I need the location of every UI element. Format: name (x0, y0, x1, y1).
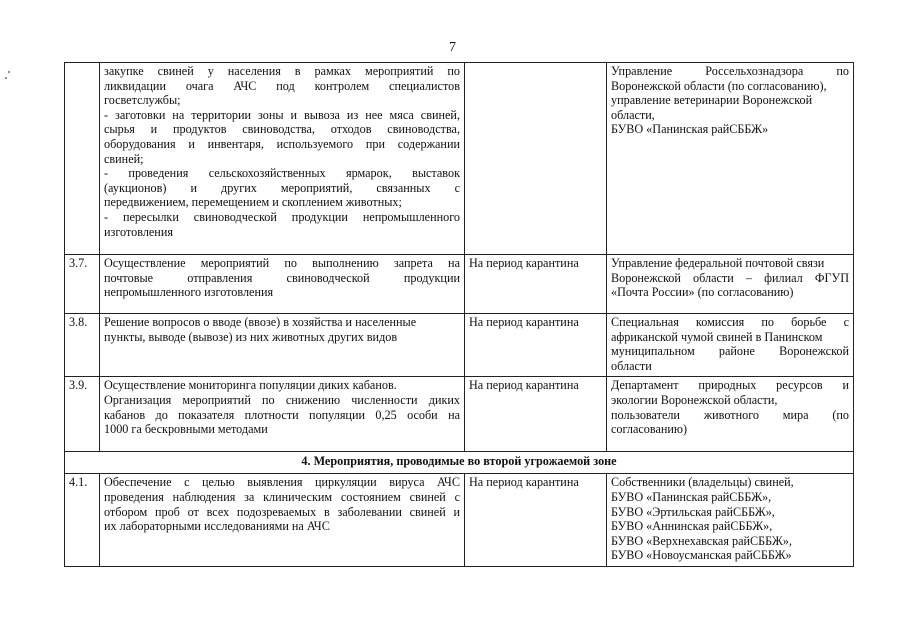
text-line: БУВО «Верхнехавская райСББЖ», (611, 533, 792, 548)
table-row (65, 63, 854, 255)
text-line: - проведения сельскохозяйственных ярмарок, выставок (104, 166, 460, 181)
action-cell (100, 474, 465, 567)
text-line: - заготовки на территории зоны и вывоза из нее мяса свиней, (104, 107, 460, 122)
responsible-cell (607, 474, 854, 567)
text-line: Осуществление мероприятий по выполнению запрета на (104, 256, 460, 270)
text-line: госветслужбы; (104, 93, 181, 108)
section-heading: 4. Мероприятия, проводимые во второй угрожаемой зоне (65, 452, 854, 474)
table-row (65, 255, 854, 314)
text-line: Осуществление мониторинга популяции диких кабанов. (104, 378, 397, 393)
text-line: Решение вопросов о вводе (ввозе) в хозяйства и населенные (104, 315, 417, 329)
text-line: области, (611, 107, 655, 122)
text-line: закупке свиней у населения в рамках мероприятий по (104, 64, 460, 78)
responsible-cell (607, 377, 854, 452)
text-line: Управление Россельхознадзора по (611, 64, 849, 78)
text-line: экологии Воронежской области, (611, 392, 778, 407)
text-line: управление ветеринарии Воронежской (611, 93, 813, 108)
text-line: передвижением, перемещением и скоплением животных; (104, 195, 402, 210)
responsible-cell (607, 314, 854, 377)
term-cell (465, 63, 607, 255)
text-line: БУВО «Аннинская райСББЖ», (611, 519, 773, 534)
responsible-cell (607, 63, 854, 255)
responsible-cell (607, 255, 854, 314)
text-line: пункты, выводе (вывозе) из них животных других видов (104, 329, 398, 344)
text-line: Организация мероприятий по снижению численности диких (104, 392, 460, 407)
text-line: согласованию) (611, 422, 688, 437)
text-line: оборудования и инвентаря, используемого при содержании (104, 136, 460, 151)
text-line: Управление федеральной почтовой связи (611, 256, 825, 270)
text-line: ликвидации очага АЧС под контролем специалистов (104, 78, 460, 93)
table-row (65, 314, 854, 377)
text-line: изготовления (104, 224, 173, 239)
measures-table (64, 62, 854, 567)
text-line: области (611, 358, 652, 373)
text-line: - пересылки свиноводческой продукции непромышленного (104, 209, 460, 224)
text-line: 1000 га бескровными методами (104, 422, 268, 437)
section-heading-row (65, 452, 854, 474)
text-line: (аукционов) и других мероприятий, связанных с (104, 180, 460, 195)
text-line: кабанов до показателя плотности популяции 0,25 особи на (104, 407, 460, 422)
text-line: БУВО «Панинская райСББЖ», (611, 489, 772, 504)
text-line: сырья и продуктов свиноводства, отходов свиноводства, (104, 122, 460, 137)
table-row (65, 377, 854, 452)
action-cell (100, 63, 465, 255)
page-number: 7 (449, 40, 456, 55)
row-number: 3.8. (65, 314, 100, 377)
text-line: БУВО «Панинская райСББЖ» (611, 122, 769, 137)
text-line: пользователи животного мира (по (611, 407, 849, 422)
text-line: Воронежской области (по согласованию), (611, 78, 827, 93)
term-cell: На период карантина (465, 314, 607, 377)
action-cell (100, 314, 465, 377)
scan-speck (8, 71, 10, 73)
text-line: свиней; (104, 151, 144, 166)
text-line: «Почта России» (по согласованию) (611, 285, 794, 300)
scan-speck (5, 77, 7, 79)
table-row (65, 474, 854, 567)
text-line: непромышленного изготовления (104, 285, 274, 300)
action-cell (100, 377, 465, 452)
text-line: их лабораторными исследованиями на АЧС (104, 519, 330, 534)
row-number: 3.7. (65, 255, 100, 314)
text-line: Воронежской области – филиал ФГУП (611, 270, 849, 285)
text-line: отбором проб от всех подозреваемых в заболевании свиней и (104, 504, 460, 519)
term-cell: На период карантина (465, 255, 607, 314)
text-line: Собственники (владельцы) свиней, (611, 475, 794, 490)
text-line: африканской чумой свиней в Панинском (611, 329, 823, 344)
text-line: Специальная комиссия по борьбе с (611, 315, 849, 329)
text-line: БУВО «Эртильская райСББЖ», (611, 504, 775, 519)
term-cell: На период карантина (465, 474, 607, 567)
text-line: проведения наблюдения за клиническим состоянием свиней с (104, 489, 460, 504)
text-line: почтовые отправления свиноводческой продукции (104, 270, 460, 285)
text-line: БУВО «Новоусманская райСББЖ» (611, 548, 792, 563)
row-number (65, 63, 100, 255)
row-number: 4.1. (65, 474, 100, 567)
text-line: муниципальном районе Воронежской (611, 344, 849, 359)
action-cell (100, 255, 465, 314)
text-line: Обеспечение с целью выявления циркуляции вируса АЧС (104, 475, 460, 490)
row-number: 3.9. (65, 377, 100, 452)
text-line: Департамент природных ресурсов и (611, 378, 849, 393)
term-cell: На период карантина (465, 377, 607, 452)
